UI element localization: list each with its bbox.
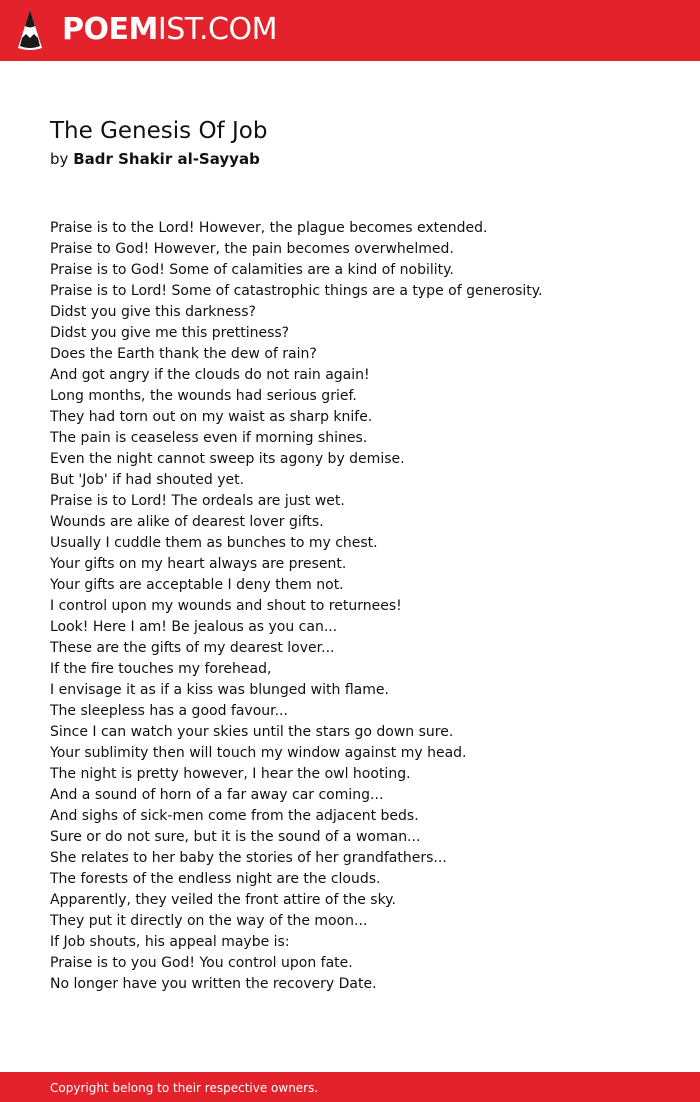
byline: [50, 148, 260, 170]
poem-line: If the fire touches my forehead,: [50, 661, 272, 677]
poem-line: Wounds are alike of dearest lover gifts.: [50, 514, 324, 530]
poem-line: No longer have you written the recovery Date.: [50, 976, 377, 992]
poem-line: Look! Here I am! Be jealous as you can...: [50, 619, 338, 635]
poem-title: The Genesis Of Job: [50, 118, 268, 144]
poem-line: Even the night cannot sweep its agony by demise.: [50, 451, 405, 467]
poem-line: The pain is ceaseless even if morning shines.: [50, 430, 368, 446]
poem-line: Praise is to God! Some of calamities are a kind of nobility.: [50, 262, 454, 278]
poem-line: And sighs of sick-men come from the adjacent beds.: [50, 808, 419, 824]
site-header: [0, 0, 700, 61]
logo-bold-text: POEM: [62, 12, 158, 47]
poem-line: Your sublimity then will touch my window against my head.: [50, 745, 467, 761]
poem-line: I envisage it as if a kiss was blunged with flame.: [50, 682, 389, 698]
poem-line: Praise to God! However, the pain becomes overwhelmed.: [50, 241, 454, 257]
poem-line: Praise is to you God! You control upon fate.: [50, 955, 353, 971]
poem-line: Long months, the wounds had serious grief.: [50, 388, 357, 404]
poem-line: They put it directly on the way of the moon...: [50, 913, 368, 929]
poem-line: The night is pretty however, I hear the owl hooting.: [50, 766, 411, 782]
author-name: Badr Shakir al-Sayyab: [73, 150, 260, 168]
poem-line: Sure or do not sure, but it is the sound of a woman...: [50, 829, 421, 845]
poem-line: These are the gifts of my dearest lover...: [50, 640, 335, 656]
poem-line: Praise is to Lord! Some of catastrophic things are a type of generosity.: [50, 283, 543, 299]
logo-light-text: IST.COM: [157, 12, 277, 47]
poem-line: Didst you give me this prettiness?: [50, 325, 290, 341]
poem-line: But 'Job' if had shouted yet.: [50, 472, 245, 488]
poem-line: I control upon my wounds and shout to returnees!: [50, 598, 402, 614]
poem-line: Didst you give this darkness?: [50, 304, 256, 320]
poem-line: She relates to her baby the stories of her grandfathers...: [50, 850, 447, 866]
poem-line: Your gifts are acceptable I deny them not.: [50, 577, 344, 593]
poem-line: Praise is to Lord! The ordeals are just wet.: [50, 493, 345, 509]
copyright-notice: Copyright belong to their respective owners.: [50, 1081, 319, 1095]
poem-line: And got angry if the clouds do not rain again!: [50, 367, 370, 383]
poem-line: If Job shouts, his appeal maybe is:: [50, 934, 290, 950]
poem-line: The sleepless has a good favour...: [50, 703, 288, 719]
poem-line: They had torn out on my waist as sharp knife.: [50, 409, 373, 425]
poem-line: Praise is to the Lord! However, the plague becomes extended.: [50, 220, 488, 236]
poem-line: Usually I cuddle them as bunches to my chest.: [50, 535, 378, 551]
poem-line: Apparently, they veiled the front attire of the sky.: [50, 892, 396, 908]
poem-body: [50, 218, 670, 995]
site-footer: [0, 1072, 700, 1102]
by-label: by: [50, 150, 69, 168]
site-logo[interactable]: [62, 11, 277, 49]
poem-line: Since I can watch your skies until the stars go down sure.: [50, 724, 454, 740]
pencil-tip-icon[interactable]: [16, 8, 44, 52]
poem-line: The forests of the endless night are the clouds.: [50, 871, 381, 887]
poem-line: Your gifts on my heart always are present.: [50, 556, 347, 572]
poem-line: Does the Earth thank the dew of rain?: [50, 346, 317, 362]
poem-line: And a sound of horn of a far away car coming...: [50, 787, 384, 803]
